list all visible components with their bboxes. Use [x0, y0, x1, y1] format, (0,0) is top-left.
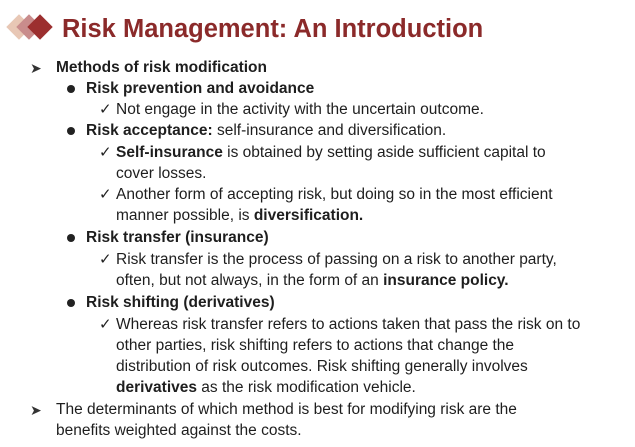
checkmark-icon: ✓ [99, 144, 112, 161]
method-point-text: Risk transfer is the process of passing on a risk to another party, [116, 251, 557, 268]
round-bullet-icon [67, 85, 75, 93]
method-heading-prevention: Risk prevention and avoidance [86, 80, 315, 97]
method-point-text: cover losses. [116, 165, 207, 182]
arrow-bullet-icon: ➤ [30, 60, 42, 76]
method-point-text: distribution of risk outcomes. Risk shifting generally involves [116, 358, 528, 375]
method-point-text: Whereas risk transfer refers to actions taken that pass the risk on to [116, 316, 581, 333]
method-heading-acceptance: Risk acceptance: self-insurance and diversification. [86, 122, 447, 139]
method-heading-transfer: Risk transfer (insurance) [86, 229, 269, 246]
diamond-logo-icon [6, 12, 58, 48]
method-point-text: Not engage in the activity with the uncertain outcome. [116, 101, 484, 118]
checkmark-icon: ✓ [99, 316, 112, 333]
page-title: Risk Management: An Introduction [62, 15, 484, 43]
round-bullet-icon [67, 127, 75, 135]
method-point-text: Another form of accepting risk, but doing so in the most efficient [116, 186, 553, 203]
method-heading-shifting: Risk shifting (derivatives) [86, 294, 275, 311]
method-point-text: derivatives as the risk modification vehicle. [116, 379, 416, 396]
method-point-text: Self-insurance is obtained by setting aside sufficient capital to [116, 144, 546, 161]
method-point-text: often, but not always, in the form of an insurance policy. [116, 272, 509, 289]
method-point-text: manner possible, is diversification. [116, 207, 364, 224]
checkmark-icon: ✓ [99, 186, 112, 203]
bullet-determinants-text: The determinants of which method is best for modifying risk are the [56, 401, 517, 418]
bullet-determinants-text: benefits weighted against the costs. [56, 422, 302, 439]
bullet-methods-label: Methods of risk modification [56, 59, 267, 76]
round-bullet-icon [67, 234, 75, 242]
round-bullet-icon [67, 299, 75, 307]
checkmark-icon: ✓ [99, 101, 112, 118]
arrow-bullet-icon: ➤ [30, 402, 42, 418]
method-point-text: other parties, risk shifting refers to actions that change the [116, 337, 515, 354]
checkmark-icon: ✓ [99, 251, 112, 268]
